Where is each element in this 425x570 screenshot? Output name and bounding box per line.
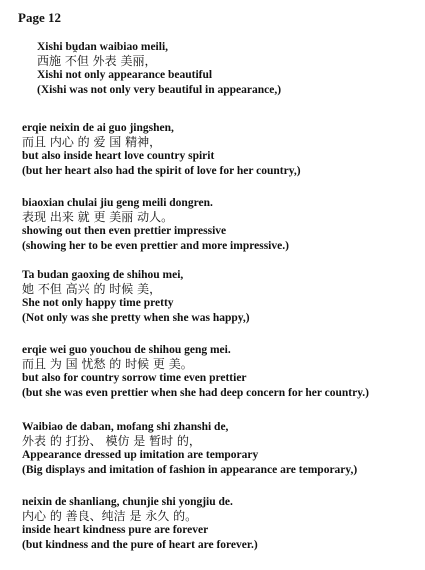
- pinyin-line: erqie neixin de ai guo jingshen,: [22, 122, 174, 134]
- stanza-5: [22, 343, 417, 400]
- gloss-line: but also inside heart love country spirit: [22, 150, 215, 163]
- gloss-line: inside heart kindness pure are forever: [22, 524, 209, 537]
- hanzi-line: 表现 出来 就 更 美丽 动人。: [22, 210, 174, 225]
- pinyin-line: biaoxian chulai jiu geng meili dongren.: [22, 197, 213, 209]
- gloss-line: showing out then even prettier impressive: [22, 225, 227, 238]
- gloss-line: but also for country sorrow time even prettier: [22, 372, 247, 385]
- gloss-line: Xishi not only appearance beautiful: [37, 69, 213, 82]
- translation-line: (Not only was she pretty when she was happy,): [22, 311, 250, 324]
- pinyin-line: Xishi bu̯dan waibiao meili,: [37, 41, 169, 53]
- gloss-line: Appearance dressed up imitation are temporary: [22, 449, 259, 462]
- translation-line: (Big displays and imitation of fashion in appearance are temporary,): [22, 463, 358, 476]
- translation-line: (but she was even prettier when she had deep concern for her country.): [22, 386, 370, 399]
- hanzi-line: 西施 不但 外表 美丽，: [37, 54, 157, 69]
- pinyin-line: neixin de shanliang, chunjie shi yongjiu de.: [22, 496, 233, 508]
- stanza-3: [22, 196, 417, 253]
- stanza-4: [22, 268, 417, 325]
- hanzi-line: 内心 的 善良、纯洁 是 永久 的。: [22, 509, 198, 524]
- page-number: Page 12: [18, 10, 61, 25]
- hanzi-line: 而且 内心 的 爱 国 精神，: [22, 135, 162, 150]
- stanza-1: [22, 40, 417, 97]
- pinyin-line: Waibiao de daban, mofang shi zhanshi de,: [22, 421, 229, 433]
- translation-line: (showing her to be even prettier and more impressive.): [22, 239, 289, 252]
- translation-line: (but kindness and the pure of heart are forever.): [22, 538, 258, 551]
- pinyin-line: erqie wei guo youchou de shihou geng mei.: [22, 344, 231, 356]
- hanzi-line: 外表 的 打扮、 模仿 是 暂时 的，: [22, 434, 201, 449]
- gloss-line: She not only happy time pretty: [22, 297, 174, 310]
- pinyin-line: Ta budan gaoxing de shihou mei,: [22, 269, 184, 281]
- hanzi-line: 她 不但 高兴 的 时候 美，: [22, 282, 162, 297]
- stanza-7: [22, 495, 417, 552]
- stanza-2: [22, 121, 417, 178]
- translation-line: (but her heart also had the spirit of love for her country,): [22, 164, 301, 177]
- translation-line: (Xishi was not only very beautiful in appearance,): [37, 83, 282, 96]
- stanza-6: [22, 420, 417, 477]
- hanzi-line: 而且 为 国 忧愁 的 时候 更 美。: [22, 357, 193, 372]
